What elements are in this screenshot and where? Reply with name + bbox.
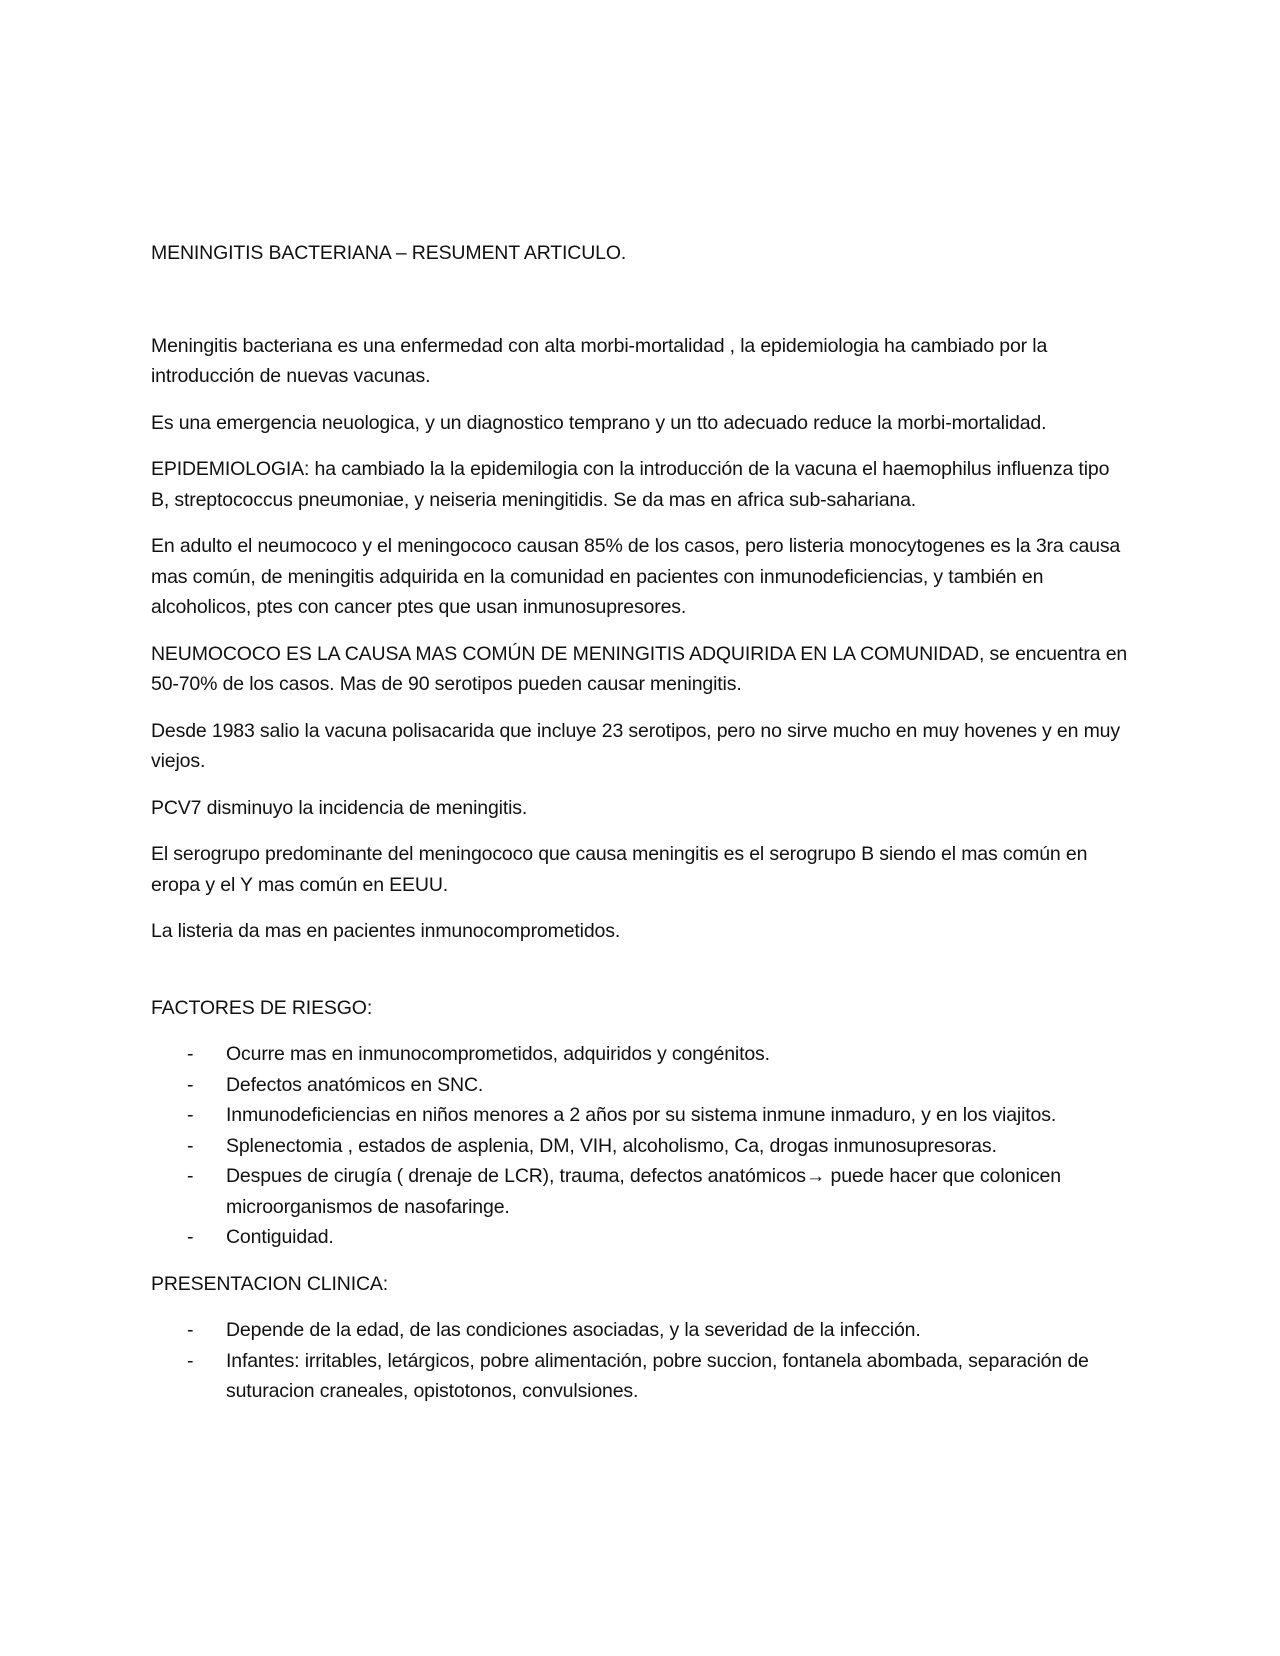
dash-bullet: - (187, 1319, 194, 1341)
dash-bullet: - (187, 1073, 194, 1096)
paragraph-neumococo: NEUMOCOCO ES LA CAUSA MAS COMÚN DE MENINGITIS ADQUIRIDA EN LA COMUNIDAD, se encuentra en 50-70% de los casos. Mas de 90 serotipos pueden causar meningitis. (151, 642, 1128, 695)
list-item-text: Depende de la edad, de las condiciones asociadas, y la severidad de la infección. (226, 1319, 921, 1341)
paragraph-serogroup: El serogrupo predominante del meningococo que causa meningitis es el serogrupo B siendo el mas común en eropa y el Y mas común en EEUU. (151, 843, 1088, 896)
dash-bullet: - (187, 1226, 194, 1248)
list-item-text (226, 1165, 1061, 1218)
list-item (151, 1070, 1131, 1101)
clinical-presentation-heading: PRESENTACION CLINICA: (151, 1272, 389, 1295)
document-title: MENINGITIS BACTERIANA – RESUMENT ARTICULO. (151, 242, 627, 264)
list-item (151, 1222, 1131, 1253)
list-item (151, 1346, 1131, 1407)
list-item (151, 1100, 1131, 1131)
dash-bullet: - (187, 1104, 194, 1126)
dash-bullet: - (187, 1043, 194, 1065)
blank-line (151, 269, 1131, 331)
paragraph-vaccine-1983: Desde 1983 salio la vacuna polisacarida que incluye 23 serotipos, pero no sirve mucho en muy hovenes y en muy viejos. (151, 719, 1120, 772)
paragraph-listeria: La listeria da mas en pacientes inmunocomprometidos. (151, 920, 621, 942)
list-item-text: Defectos anatómicos en SNC. (226, 1073, 484, 1096)
dash-bullet: - (187, 1165, 194, 1187)
list-item (151, 1315, 1131, 1346)
paragraph-emergency: Es una emergencia neuologica, y un diagnostico temprano y un tto adecuado reduce la morbi-mortalidad. (151, 411, 1047, 434)
paragraph-intro: Meningitis bacteriana es una enfermedad con alta morbi-mortalidad , la epidemiologia ha cambiado por la introducción de nuevas vacunas. (151, 334, 1048, 387)
surgery-consequence-text: puede hacer que colonicen microorganismos de nasofaringe. (226, 1165, 1061, 1218)
list-item (151, 1131, 1131, 1162)
list-item-text: Inmunodeficiencias en niños menores a 2 años por su sistema inmune inmaduro, y en los viajitos. (226, 1104, 1057, 1126)
paragraph-epidemiology: EPIDEMIOLOGIA: ha cambiado la la epidemilogia con la introducción de la vacuna el haemophilus influenza tipo B, streptococcus pneumoniae, y neiseria meningitidis. Se da mas en africa sub-sahariana. (151, 458, 1110, 511)
list-item-text: Splenectomia , estados de asplenia, DM, VIH, alcoholismo, Ca, drogas inmunosupresoras. (226, 1134, 997, 1157)
list-item-text: Infantes: irritables, letárgicos, pobre alimentación, pobre succion, fontanela abombada, separación de suturacion craneales, opistotonos, convulsiones. (226, 1349, 1089, 1402)
list-item-text: Ocurre mas en inmunocomprometidos, adquiridos y congénitos. (226, 1043, 770, 1065)
paragraph-pcv7: PCV7 disminuyo la incidencia de meningitis. (151, 796, 528, 819)
list-item (151, 1161, 1131, 1222)
document-page (151, 238, 1131, 1423)
surgery-text: Despues de cirugía ( drenaje de LCR), trauma, defectos anatómicos (226, 1165, 806, 1187)
list-item (151, 1039, 1131, 1070)
risk-factors-list (151, 1039, 1131, 1253)
right-arrow-icon: → (805, 1165, 826, 1187)
paragraph-adult-causes: En adulto el neumococo y el meningococo causan 85% de los casos, pero listeria monocytogenes es la 3ra causa mas común, de meningitis adquirida en la comunidad en pacientes con inmunodeficiencias, y también en alcoholicos, ptes con cancer ptes que usan inmunosupresores. (151, 535, 1121, 618)
list-item-text: Contiguidad. (226, 1226, 334, 1248)
risk-factors-heading: FACTORES DE RIESGO: (151, 996, 373, 1019)
dash-bullet: - (187, 1349, 194, 1372)
dash-bullet: - (187, 1134, 194, 1157)
clinical-presentation-list (151, 1315, 1131, 1407)
